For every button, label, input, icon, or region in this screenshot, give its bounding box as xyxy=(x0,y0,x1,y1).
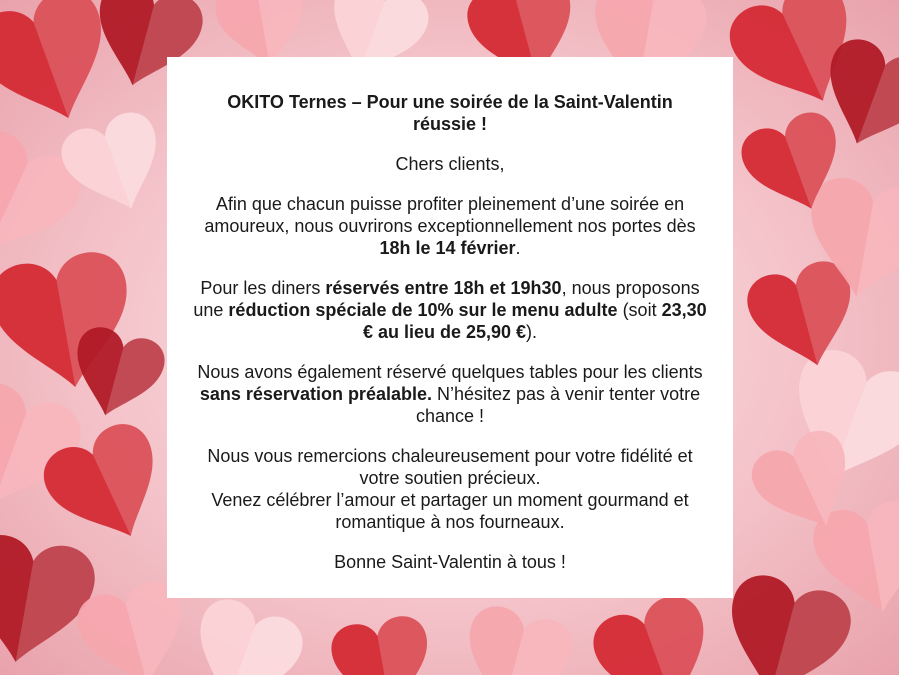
walkin-text-2: N’hésitez pas à venir tenter votre chance ! xyxy=(415,384,701,426)
discount-slot: réservés entre 18h et 19h30 xyxy=(325,278,562,298)
paragraph-walk-in xyxy=(189,361,711,427)
heart-shape xyxy=(585,588,727,675)
discount-text-4: ). xyxy=(526,322,538,342)
heart-shape xyxy=(55,106,177,225)
paragraph-thanks xyxy=(189,445,711,533)
discount-offer: réduction spéciale de 10% sur le menu adulte xyxy=(228,300,618,320)
invite-line: Venez célébrer l’amour et partager un moment gourmand et romantique à nos fourneaux. xyxy=(211,490,689,532)
paragraph-discount xyxy=(189,277,711,343)
heart-shape xyxy=(328,612,439,675)
announcement-card xyxy=(167,57,733,598)
heart-shape xyxy=(178,592,310,675)
walkin-text-1: Nous avons également réservé quelques tables pour les clients xyxy=(197,362,703,382)
opening-time: 18h le 14 février xyxy=(379,238,516,258)
walkin-bold: sans réservation préalable. xyxy=(199,384,432,404)
thanks-line: Nous vous remercions chaleureusement pour votre fidélité et votre soutien précieux. xyxy=(207,446,693,488)
discount-text-2: , nous proposons une xyxy=(193,278,700,320)
heart-shape xyxy=(0,530,100,673)
discount-price: 23,30 € au lieu de 25,90 € xyxy=(362,300,707,342)
paragraph-opening-hours xyxy=(189,193,711,259)
heart-shape xyxy=(712,569,858,675)
heart-shape xyxy=(452,600,578,675)
greeting: Chers clients, xyxy=(395,154,505,174)
discount-text-1: Pour les diners xyxy=(200,278,326,298)
opening-text: Afin que chacun puisse profiter pleinement d’une soirée en amoureux, nous ouvrirons exceptionnellement nos portes dès xyxy=(204,194,696,236)
announcement-title: OKITO Ternes – Pour une soirée de la Saint-Valentin réussie ! xyxy=(227,92,673,134)
opening-end: . xyxy=(515,238,521,258)
discount-text-3: (soit xyxy=(617,300,662,320)
closing-line: Bonne Saint-Valentin à tous ! xyxy=(334,552,566,572)
